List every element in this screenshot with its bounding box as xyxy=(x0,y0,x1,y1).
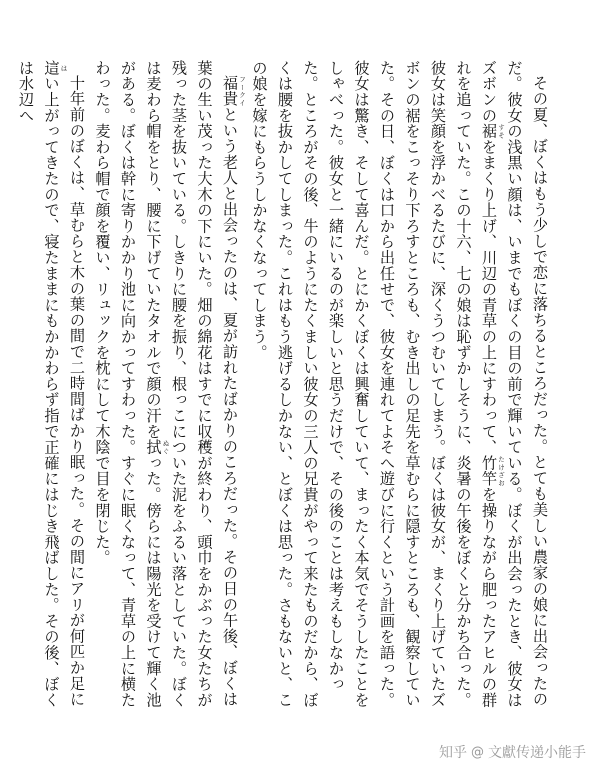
furigana: フークイ xyxy=(238,75,246,107)
ruby-word xyxy=(480,455,505,487)
ruby-base: 這 xyxy=(42,60,61,76)
furigana: たけざお xyxy=(497,455,505,487)
watermark xyxy=(439,742,586,762)
ruby-base: 拭 xyxy=(144,439,163,456)
text-run: い上がってきたので、寝たままにもかかわらず指で正確にはじき飛ばした。その後、ぼくは水辺へ xyxy=(17,60,61,708)
paragraph xyxy=(13,60,90,710)
watermark-brand: 知乎 xyxy=(439,745,467,761)
paragraph xyxy=(89,60,246,710)
ruby-word xyxy=(42,60,68,76)
ruby-word xyxy=(144,439,170,456)
text-run: をまくり上げ、川辺の青草の上にすわって、 xyxy=(480,139,498,456)
furigana: すそ xyxy=(497,123,505,140)
watermark-account: 文獻传递小能手 xyxy=(488,745,586,761)
ruby-base: 裾 xyxy=(480,123,498,140)
furigana: は xyxy=(59,60,68,76)
body-text xyxy=(13,60,553,710)
watermark-at: @ xyxy=(471,744,484,760)
text-run: 十年前のぼくは、草むらと木の葉の間で二時間ばかり眠った。その間にアリが何匹か足に xyxy=(68,75,86,708)
text-run: を操りながら肥ったアヒルの群れを追っていた。この十六、七の娘は恥ずかしそうに、炎暑の午後をぼくと分かち合った。彼女は笑顔を浮かべるたびに、深くうつむいてしまう。ぼくは彼女が、まくり上げていたズボンの裾をこっそり下ろすところも、むき出しの足先を草むらに隠すところも、観察していた。その日、ぼくは口から出任せで、彼女を連れてよそへ遊びに行くという計画を語った。彼女は驚き、そして喜んだ。とにかくぼくは興奮していて、まったく本気でそうしたことをしゃべった。彼女と一緒にいるのが楽しいと思うだけで、その後のことは考えもしなかった。ところがその後、牛のようにたくましい彼女の三人の兄貴がやって来たものだから、ぼくは腰を抜かしてしまった。これはもう逃げるしかない、とぼくは思った。さもないと、この娘を嫁にもらうしかなくなってしまう。 xyxy=(250,60,498,708)
ruby-base: 竹竿 xyxy=(480,455,498,487)
ruby-word xyxy=(480,123,505,140)
text-run: った。傍らには陽光を受けて輝く池がある。ぼくは幹に寄りかかり池に向かってすわった。すぐに眠くなって、青草の上に横たわった。麦わら帽で顔を覆い、リュックを枕にして木陰で目を閉じた。 xyxy=(93,60,163,708)
paragraph xyxy=(246,60,552,710)
text-run: その夏、ぼくはもう少しで恋に落ちるところだった。とても美しい農家の娘に出会ったのだ。彼女の浅黒い顔は、いまでもぼくの目の前で輝いている。ぼくが出会ったとき、彼女はズボンの xyxy=(480,60,549,708)
text-run: という老人と出会ったのは、夏が訪れたばかりのころだった。その日の午後、ぼくは葉の生い茂った大木の下にいた。畑の綿花はすでに収穫が終わり、頭巾をかぶった女たちが残った茎を抜いている。しきりに腰を振り、根っこについた泥をふるい落としていた。ぼくは麦わら帽をとり、腰に下げていたタオルで顔の汗を xyxy=(144,60,239,708)
ruby-base: 福貴 xyxy=(221,75,239,107)
furigana: ぬぐ xyxy=(161,439,170,456)
ruby-word xyxy=(221,75,246,107)
